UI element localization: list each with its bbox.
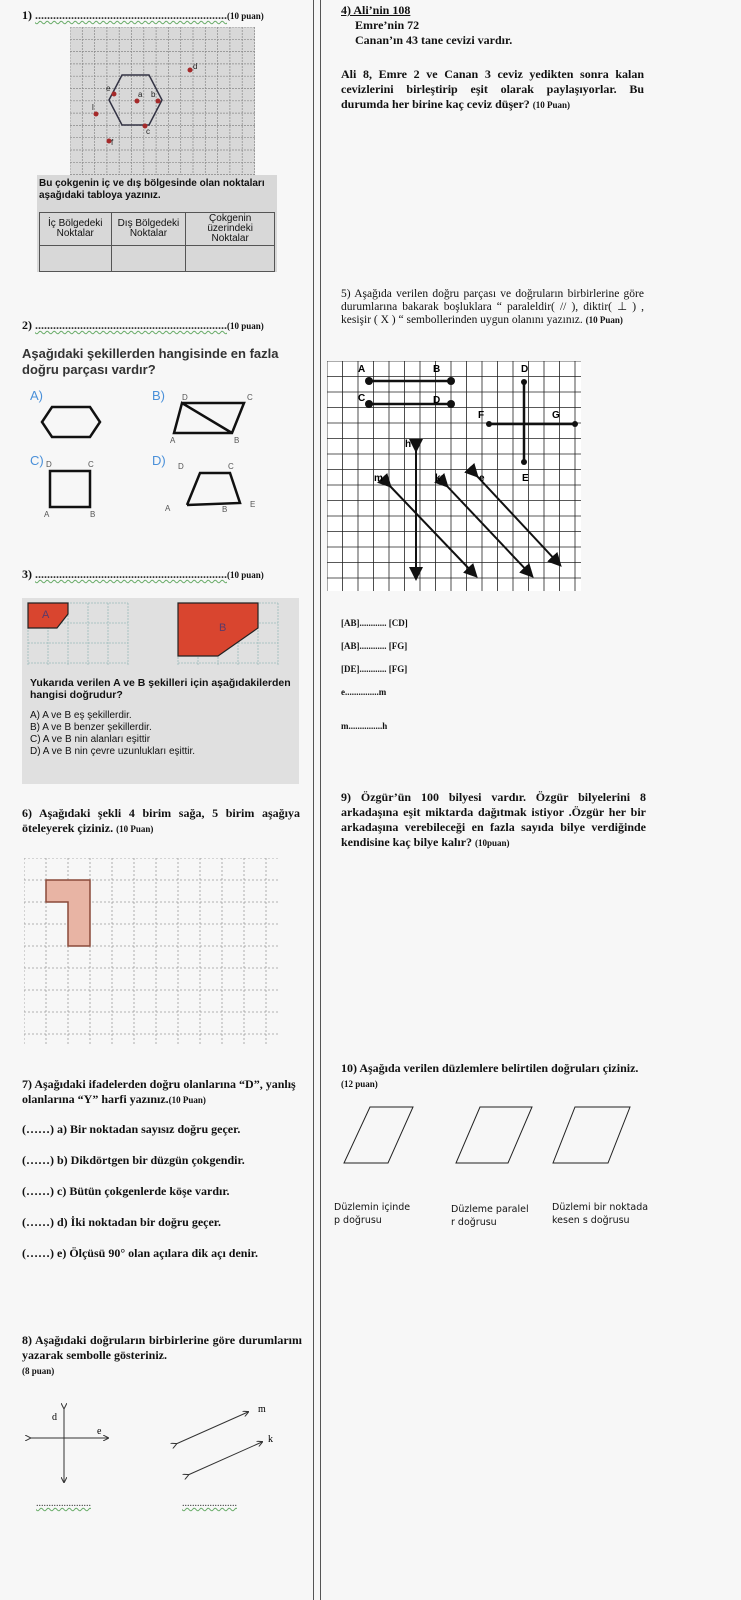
plane-3[interactable] — [553, 1107, 630, 1163]
option-d-label: D) — [152, 453, 166, 468]
shape-label-a: A — [42, 609, 50, 621]
q10-caption-1 — [334, 1201, 410, 1227]
q5-text: 5) Aşağıda verilen doğru parçası ve doğruların birbirlerine göre durumlarına bakarak boşluklara “ paraleldir( // ), diktir( ⊥ ) , kesişir ( X ) “ sembollerinden uygun olanını yazınız. — [341, 288, 644, 326]
q6-translation-grid[interactable] — [24, 858, 284, 1048]
q5-blank[interactable]: [DE]............ [FG] — [341, 664, 408, 674]
grid-label: A — [358, 364, 366, 375]
q5-question — [341, 288, 644, 327]
plane-1[interactable] — [344, 1107, 413, 1163]
q1-number: 1) — [22, 8, 32, 22]
q4-line1: 4) Ali’nin 108 — [341, 3, 411, 17]
q8-answer-blank-2[interactable]: ...................... — [182, 1498, 237, 1509]
vertex-label: D — [182, 393, 188, 402]
q10-points: (12 puan) — [341, 1079, 378, 1089]
answer-cell[interactable] — [40, 246, 112, 272]
vertex-label: C — [247, 393, 253, 402]
answer-cell[interactable] — [111, 246, 186, 272]
caption-line: Düzleme paralel — [451, 1204, 529, 1215]
q10-caption-3 — [552, 1201, 648, 1227]
point-label-c: c — [146, 127, 150, 136]
caption-line: Düzlemi bir noktada — [552, 1202, 649, 1213]
point-label-e: e — [106, 84, 111, 93]
table-header: İç Bölgedeki Noktalar — [40, 213, 112, 246]
grid-label: e — [479, 473, 485, 484]
q4-text: Ali 8, Emre 2 ve Canan 3 ceviz yedikten sonra kalan cevizlerini birleştirip eşit olarak paylaşıyorlar. Bu durumda her birine kaç ceviz düşer? — [341, 67, 644, 111]
caption-line: kesen s doğrusu — [552, 1215, 630, 1226]
q3-header — [22, 567, 264, 583]
grid-label: C — [358, 393, 366, 404]
point-label-a: a — [138, 90, 143, 99]
q3-number: 3) — [22, 567, 32, 581]
q7-item[interactable]: (……) a) Bir noktadan sayısız doğru geçer. — [22, 1122, 241, 1136]
q9-text: 9) Özgür’ün 100 bilyesi vardır. Özgür bilyelerini 8 arkadaşına eşit miktarda dağıtmak istiyor .Özgür her bir arkadaşına verebileceği en fazla sayıda bilye verdiğinde kendisine kaç bilye kalır? — [341, 790, 646, 849]
caption-line: r doğrusu — [451, 1217, 497, 1228]
option-a-label: A) — [30, 388, 43, 403]
q10-caption-2 — [451, 1203, 529, 1229]
vertex-label: B — [222, 505, 228, 514]
q1-answer-table — [39, 212, 275, 272]
line-label-k: k — [268, 1434, 273, 1445]
q6-points: (10 Puan) — [116, 824, 154, 834]
q5-blank[interactable]: [AB]............ [FG] — [341, 641, 408, 651]
q4-header — [341, 3, 512, 48]
q6-question — [22, 806, 300, 837]
point-label-d: d — [193, 62, 198, 71]
option-b-label: B) — [152, 388, 165, 403]
vertex-label: B — [90, 510, 96, 519]
table-header: Çokgenin üzerindeki Noktalar — [186, 213, 275, 246]
vertex-label: B — [234, 436, 240, 445]
q2-number: 2) — [22, 318, 32, 332]
vertex-label: A — [170, 436, 176, 445]
q10-planes — [340, 1105, 670, 1165]
vertex-label: A — [44, 510, 50, 519]
q3-question: Yukarıda verilen A ve B şekilleri için aşağıdakilerden hangisi doğrudur? — [30, 677, 291, 701]
q3-option-a[interactable]: A) A ve B eş şekillerdir. — [30, 710, 132, 721]
q3-option-b[interactable]: B) A ve B benzer şekillerdir. — [30, 722, 152, 733]
q7-item[interactable]: (……) d) İki noktadan bir doğru geçer. — [22, 1215, 222, 1229]
line-label-d: d — [52, 1412, 57, 1423]
q4-line2: Emre’nin 72 — [355, 18, 420, 32]
q3-option-d[interactable]: D) A ve B nin çevre uzunlukları eşittir. — [30, 746, 196, 757]
point-label-b: b — [151, 90, 156, 99]
q9-question — [341, 790, 646, 851]
q1-answer-blank[interactable]: ................................................................ — [35, 8, 227, 22]
q5-blanks — [341, 618, 408, 731]
q7-question — [22, 1077, 307, 1108]
answer-cell[interactable] — [186, 246, 275, 272]
q1-points: (10 puan) — [227, 11, 264, 21]
q3-points: (10 puan) — [227, 570, 264, 580]
q9-points: (10puan) — [475, 838, 510, 848]
vertex-label: C — [228, 462, 234, 471]
shape-label-b: B — [219, 622, 227, 634]
q6-text: 6) Aşağıdaki şekli 4 birim sağa, 5 birim aşağıya öteleyerek çiziniz. — [22, 806, 300, 835]
grid-label: B — [433, 364, 441, 375]
q7-points: (10 Puan) — [168, 1095, 206, 1105]
point-label-l: l — [92, 103, 94, 112]
vertex-label: A — [165, 504, 171, 513]
q1-header — [22, 8, 264, 24]
q7-items — [22, 1122, 258, 1261]
q7-item[interactable]: (……) e) Ölçüsü 90° olan açılara dik açı denir. — [22, 1246, 259, 1260]
vertex-label: D — [46, 460, 52, 469]
q8-question — [22, 1333, 302, 1379]
grid-label: D — [521, 364, 529, 375]
q2-points: (10 puan) — [227, 321, 264, 331]
grid-label: h — [405, 439, 412, 450]
q4-question — [341, 67, 644, 113]
vertex-label: D — [178, 462, 184, 471]
q1-instruction-box — [37, 175, 277, 272]
q10-question — [341, 1061, 646, 1092]
q10-text: 10) Aşağıda verilen düzlemlere belirtilen doğruları çiziniz. — [341, 1061, 639, 1075]
vertex-label: C — [88, 460, 94, 469]
line-label-m: m — [258, 1404, 266, 1415]
q2-header — [22, 318, 264, 334]
q5-blank[interactable]: [AB]............ [CD] — [341, 618, 408, 628]
q1-instruction: Bu çokgenin iç ve dış bölgesinde olan noktaları aşağıdaki tabloya yazınız. — [39, 178, 265, 201]
grid-label: F — [478, 410, 485, 421]
grid-label: E — [522, 473, 529, 484]
q8-lines-figure — [22, 1400, 302, 1490]
point-label-f: f — [111, 138, 114, 147]
table-header: Dış Bölgedeki Noktalar — [111, 213, 186, 246]
caption-line: p doğrusu — [334, 1215, 382, 1226]
grid-label: m — [374, 473, 383, 484]
q2-question: Aşağıdaki şekillerden hangisinde en fazla doğru parçası vardır? — [22, 346, 279, 377]
caption-line: Düzlemin içinde — [334, 1202, 411, 1213]
q3-option-c[interactable]: C) A ve B nin alanları eşittir — [30, 734, 151, 745]
q5-blank[interactable]: e...............m — [341, 687, 387, 697]
line-label-e: e — [97, 1426, 102, 1437]
q5-blank[interactable]: m...............h — [341, 721, 388, 731]
q4-points: (10 Puan) — [532, 100, 571, 110]
q2-figures — [22, 385, 302, 520]
q3-box — [22, 598, 299, 784]
grid-label: k — [435, 473, 441, 484]
q7-item[interactable]: (……) c) Bütün çokgenlerde köşe vardır. — [22, 1184, 230, 1198]
column-divider — [313, 0, 321, 1600]
q8-points: (8 puan) — [22, 1366, 55, 1376]
q7-text: 7) Aşağıdaki ifadelerden doğru olanlarına “D”, yanlış olanlarına “Y” harfi yazınız. — [22, 1077, 296, 1106]
grid-label: D — [433, 395, 441, 406]
vertex-label: E — [250, 500, 256, 509]
q1-hexagon-figure — [70, 27, 255, 175]
grid-label: G — [552, 410, 560, 421]
q7-item[interactable]: (……) b) Dikdörtgen bir düzgün çokgendir. — [22, 1153, 245, 1167]
q5-grid-figure — [327, 361, 581, 591]
q5-points: (10 Puan) — [585, 315, 623, 325]
q4-line3: Canan’ın 43 tane cevizi vardır. — [355, 33, 513, 47]
q8-answer-blank-1[interactable]: ...................... — [36, 1498, 91, 1509]
plane-2[interactable] — [456, 1107, 532, 1163]
option-c-label: C) — [30, 453, 44, 468]
q3-answer-blank[interactable]: ................................................................ — [35, 567, 227, 581]
q8-text: 8) Aşağıdaki doğruların birbirlerine göre durumlarını yazarak sembolle gösteriniz. — [22, 1333, 302, 1362]
q2-answer-blank[interactable]: ................................................................ — [35, 318, 227, 332]
